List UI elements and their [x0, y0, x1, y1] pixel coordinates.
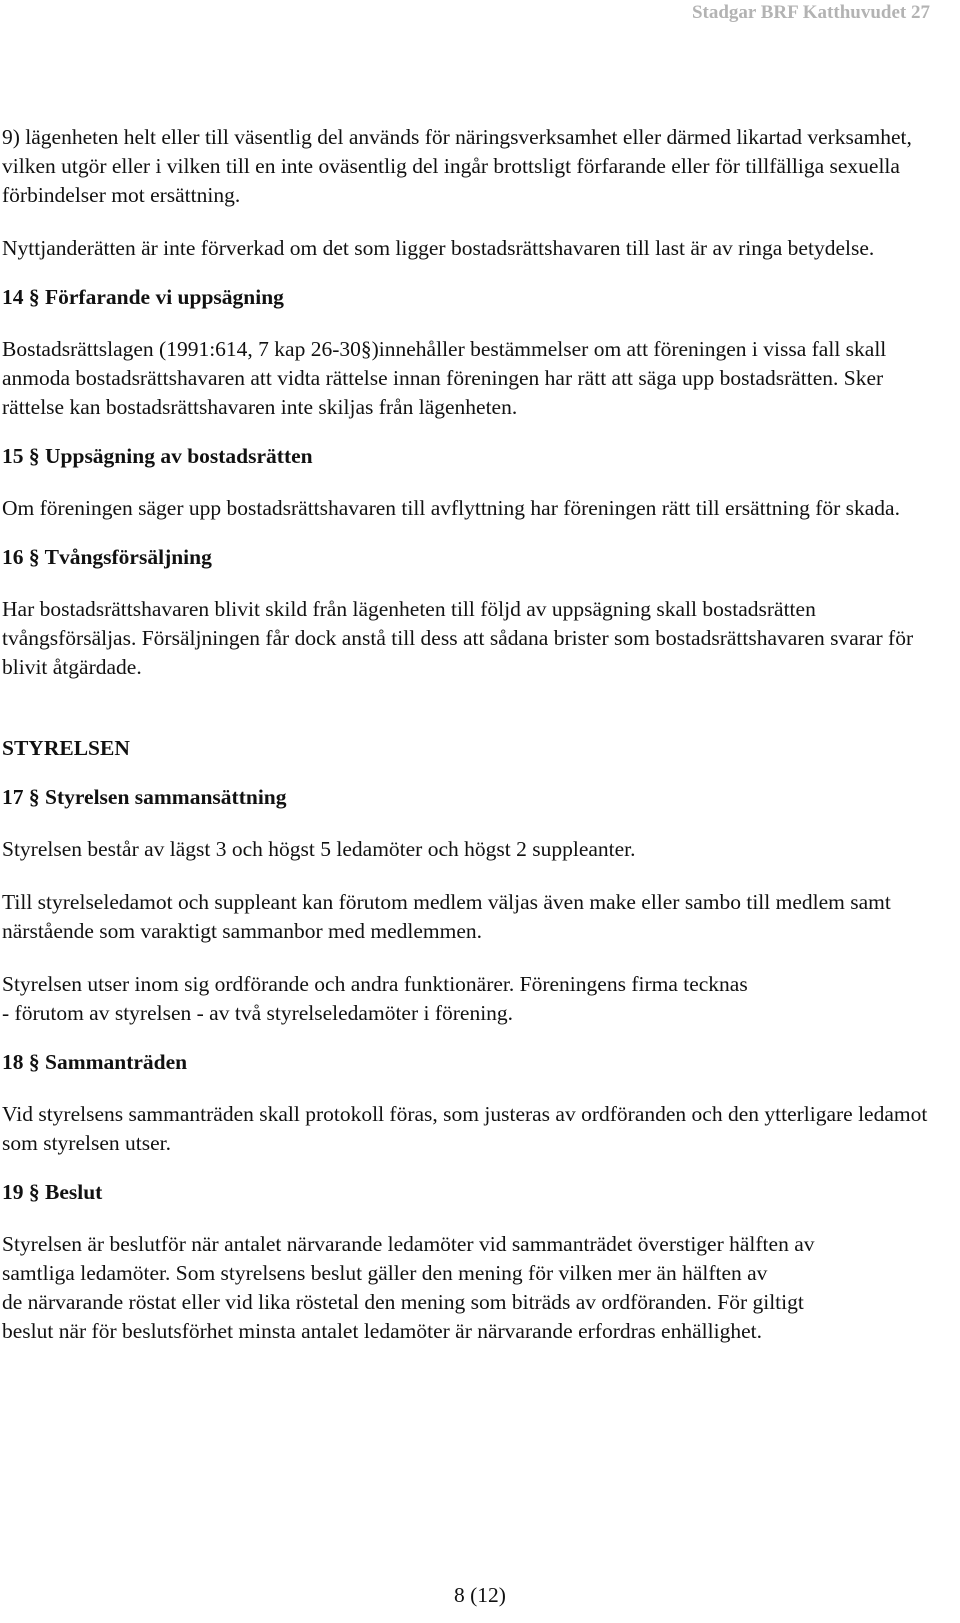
section-19-text [2, 1230, 942, 1346]
section-15-text: Om föreningen säger upp bostadsrättshavaren till avflyttning har föreningen rätt till ersättning för skada. [2, 496, 900, 520]
section-17-text-2: Till styrelseledamot och suppleant kan förutom medlem väljas även make eller sambo till medlem samt närstående som varaktigt sammanbor med medlemmen. [2, 890, 891, 943]
section-19-text-line-1: Styrelsen är beslutför när antalet närvarande ledamöter vid sammanträdet överstiger hälften av [2, 1232, 815, 1256]
section-17-heading: 17 § Styrelsen sammansättning [2, 785, 287, 809]
section-15-heading: 15 § Uppsägning av bostadsrätten [2, 444, 313, 468]
running-header: Stadgar BRF Katthuvudet 27 [691, 2, 930, 23]
section-17-text-3 [2, 970, 942, 1028]
section-16-heading: 16 § Tvångsförsäljning [2, 545, 212, 569]
section-19-text-line-3: de närvarande röstat eller vid lika röstetal den mening som biträds av ordföranden. För giltigt [2, 1290, 804, 1314]
section-14-text: Bostadsrättslagen (1991:614, 7 kap 26-30§)innehåller bestämmelser om att föreningen i vissa fall skall anmoda bostadsrättshavaren att vidta rättelse innan föreningen har rätt att säga upp bostadsrätten. Sker rättelse kan bostadsrättshavaren inte skiljas från lägenheten. [2, 337, 887, 419]
section-18-text: Vid styrelsens sammanträden skall protokoll föras, som justeras av ordföranden och den ytterligare ledamot som styrelsen utser. [2, 1102, 928, 1155]
section-14-heading: 14 § Förfarande vi uppsägning [2, 285, 284, 309]
document-body [2, 123, 942, 1346]
section-17-text-3-line-2: - förutom av styrelsen - av två styrelseledamöter i förening. [2, 1001, 514, 1025]
chapter-heading-styrelsen: STYRELSEN [2, 736, 130, 760]
section-19-text-line-4: beslut när för beslutsförhet minsta antalet ledamöter är närvarande erfordras enhällighet. [2, 1319, 762, 1343]
page-number: 8 (12) [454, 1583, 506, 1607]
section-16-text: Har bostadsrättshavaren blivit skild från lägenheten till följd av uppsägning skall bostadsrätten tvångsförsäljas. Försäljningen får dock anstå till dess att sådana brister som bostadsrättshavaren svarar för blivit åtgärdade. [2, 597, 914, 679]
section-17-text-1: Styrelsen består av lägst 3 och högst 5 ledamöter och högst 2 suppleanter. [2, 837, 636, 861]
item-9-paragraph: 9) lägenheten helt eller till väsentlig del används för näringsverksamhet eller därmed likartad verksamhet, vilken utgör eller i vilken till en inte oväsentlig del ingår brottsligt förfarande eller för tillfälliga sexuella förbindelser mot ersättning. [2, 125, 912, 207]
section-19-heading: 19 § Beslut [2, 1180, 103, 1204]
section-17-text-3-line-1: Styrelsen utser inom sig ordförande och andra funktionärer. Föreningens firma tecknas [2, 972, 748, 996]
forfeiture-note-paragraph: Nyttjanderätten är inte förverkad om det som ligger bostadsrättshavaren till last är av ringa betydelse. [2, 236, 875, 260]
section-18-heading: 18 § Sammanträden [2, 1050, 188, 1074]
section-19-text-line-2: samtliga ledamöter. Som styrelsens beslut gäller den mening för vilken mer än hälften av [2, 1261, 768, 1285]
